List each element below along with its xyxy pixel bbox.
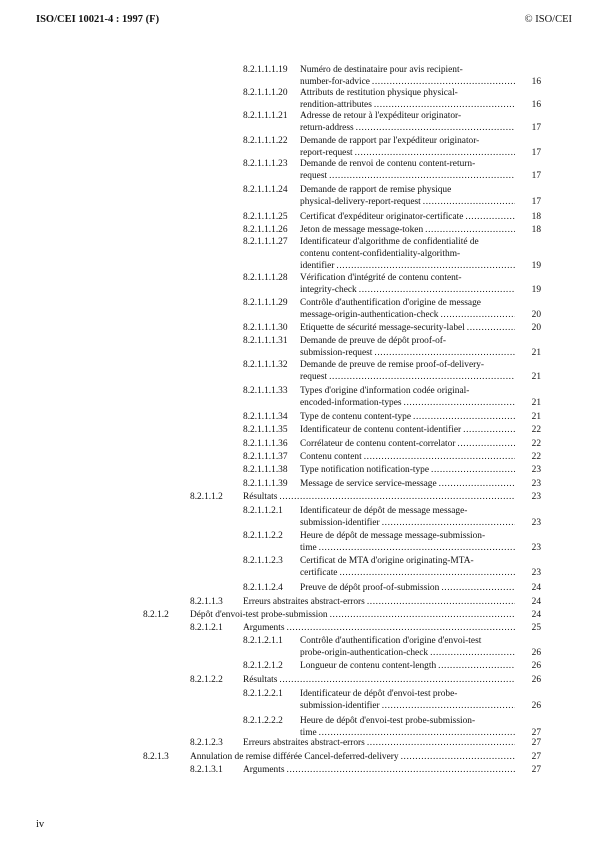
toc-entry-title: Type notification notification-type — [300, 465, 429, 475]
toc-entry[interactable] — [243, 236, 541, 272]
toc-entry-title: Adresse de retour à l'expéditeur originator- — [300, 111, 462, 121]
dot-leader — [382, 700, 515, 712]
toc-entry-page: 16 — [531, 77, 541, 87]
toc-entry-number: 8.2.1.1.2.4 — [243, 583, 283, 593]
toc-entry-page: 16 — [531, 100, 541, 110]
toc-entry-number: 8.2.1.1.1.29 — [243, 298, 288, 308]
dot-leader — [279, 491, 515, 503]
toc-entry-number: 8.2.1.1.2.2 — [243, 531, 283, 541]
toc-entry-title: request — [300, 372, 328, 382]
toc-entry-title: Identificateur de dépôt d'envoi-test probe- — [300, 689, 458, 699]
toc-entry-page: 25 — [531, 623, 541, 633]
toc-entry-number: 8.2.1.1.1.19 — [243, 65, 288, 75]
dot-leader — [431, 464, 515, 476]
toc-entry-number: 8.2.1.1.3 — [190, 597, 223, 607]
dot-leader — [467, 322, 515, 334]
toc-entry-page: 23 — [531, 568, 541, 578]
toc-entry[interactable] — [243, 451, 541, 463]
toc-entry-number: 8.2.1.1.2.1 — [243, 506, 283, 516]
toc-entry-page: 20 — [531, 310, 541, 320]
toc-entry-title: Message de service service-message — [300, 479, 437, 489]
toc-entry-number: 8.2.1.1.1.35 — [243, 425, 288, 435]
toc-entry-page: 24 — [531, 583, 541, 593]
toc-entry-title: Erreurs abstraites abstract-errors — [243, 738, 365, 748]
toc-entry-number: 8.2.1.1.1.28 — [243, 273, 288, 283]
toc-entry[interactable] — [243, 87, 541, 111]
dot-leader — [465, 211, 515, 223]
toc-entry[interactable] — [243, 464, 541, 476]
toc-entry-title: Vérification d'intégrité de contenu content- — [300, 273, 462, 283]
toc-entry-title: Etiquette de sécurité message-security-label — [300, 323, 465, 333]
dot-leader — [329, 371, 515, 383]
dot-leader — [374, 347, 515, 359]
toc-entry[interactable] — [243, 582, 541, 594]
toc-entry-number: 8.2.1.1.1.25 — [243, 212, 288, 222]
toc-entry[interactable] — [243, 424, 541, 436]
toc-entry-number: 8.2.1.2.2.2 — [243, 716, 283, 726]
toc-entry-title: Longueur de contenu content-length — [300, 661, 437, 671]
toc-entry-page: 18 — [531, 212, 541, 222]
dot-leader — [430, 647, 515, 659]
dot-leader — [404, 397, 515, 409]
toc-entry-title: Arguments — [243, 623, 285, 633]
toc-entry[interactable] — [243, 184, 541, 208]
toc-entry-number: 8.2.1.2.3 — [190, 738, 223, 748]
toc-entry-number: 8.2.1.2.1.1 — [243, 636, 283, 646]
toc-entry-title: Certificat d'expéditeur originator-certificate — [300, 212, 464, 222]
toc-entry-title: Résultats — [243, 675, 278, 685]
toc-entry-title: Arguments — [243, 765, 285, 775]
toc-entry-title: Preuve de dépôt proof-of-submission — [300, 583, 440, 593]
toc-entry-title: contenu content-confidentiality-algorithm- — [300, 249, 461, 259]
toc-entry[interactable] — [243, 110, 541, 134]
toc-entry-title: report-request — [300, 148, 353, 158]
toc-entry-title: Identificateur de dépôt de message message- — [300, 506, 468, 516]
dot-leader — [367, 737, 515, 749]
toc-entry-page: 23 — [531, 492, 541, 502]
toc-entry-page: 17 — [531, 123, 541, 133]
toc-entry-title: Contenu content — [300, 452, 362, 462]
toc-entry-page: 18 — [531, 225, 541, 235]
dot-leader — [401, 751, 515, 763]
dot-leader — [441, 582, 515, 594]
toc-entry-page: 27 — [531, 765, 541, 775]
toc-entry-page: 21 — [531, 398, 541, 408]
toc-entry-page: 24 — [531, 597, 541, 607]
toc-entry-title: return-address — [300, 123, 354, 133]
toc-entry-title: message-origin-authentication-check — [300, 310, 439, 320]
toc-entry-page: 26 — [531, 661, 541, 671]
toc-entry-title: Heure de dépôt d'envoi-test probe-submission- — [300, 716, 476, 726]
toc-entry[interactable] — [243, 224, 541, 236]
toc-entry-number: 8.2.1.1.1.21 — [243, 111, 288, 121]
toc-entry-number: 8.2.1.2 — [143, 610, 169, 620]
toc-entry-title: certificate — [300, 568, 338, 578]
toc-entry-title: integrity-check — [300, 285, 357, 295]
document-header-copyright: © ISO/CEI — [524, 14, 572, 25]
toc-entry[interactable] — [243, 359, 541, 383]
toc-entry-title: Dépôt d'envoi-test probe-submission — [190, 610, 328, 620]
toc-entry-page: 26 — [531, 675, 541, 685]
toc-entry[interactable] — [143, 751, 541, 763]
toc-entry-title: submission-request — [300, 348, 373, 358]
dot-leader — [423, 196, 515, 208]
toc-entry-page: 27 — [531, 752, 541, 762]
toc-entry-number: 8.2.1.1.1.33 — [243, 386, 288, 396]
toc-entry-number: 8.2.1.2.1 — [190, 623, 223, 633]
toc-entry-number: 8.2.1.1.1.39 — [243, 479, 288, 489]
toc-entry[interactable] — [243, 411, 541, 423]
toc-entry[interactable] — [243, 635, 541, 659]
toc-entry-title: Demande de renvoi de contenu content-return- — [300, 159, 476, 169]
toc-entry-number: 8.2.1.1.1.37 — [243, 452, 288, 462]
toc-entry-page: 17 — [531, 197, 541, 207]
toc-entry-title: submission-identifier — [300, 701, 380, 711]
toc-entry-page: 23 — [531, 465, 541, 475]
toc-entry-page: 27 — [531, 728, 541, 738]
toc-entry-number: 8.2.1.1.1.36 — [243, 439, 288, 449]
toc-entry[interactable] — [243, 385, 541, 409]
toc-entry-title: Résultats — [243, 492, 278, 502]
toc-entry-page: 23 — [531, 518, 541, 528]
toc-entry-number: 8.2.1.1.1.32 — [243, 360, 288, 370]
toc-entry-title: submission-identifier — [300, 518, 380, 528]
toc-entry-page: 23 — [531, 543, 541, 553]
toc-entry[interactable] — [243, 158, 541, 182]
toc-entry-number: 8.2.1.1.1.20 — [243, 88, 288, 98]
toc-entry-title: Demande de preuve de remise proof-of-delivery- — [300, 360, 485, 370]
toc-entry-title: Types d'origine d'information codée original- — [300, 386, 470, 396]
toc-entry-number: 8.2.1.1.2 — [190, 492, 223, 502]
toc-entry-number: 8.2.1.1.1.30 — [243, 323, 288, 333]
toc-entry[interactable] — [243, 505, 541, 529]
toc-entry-page: 26 — [531, 648, 541, 658]
toc-entry-page: 24 — [531, 610, 541, 620]
toc-entry-number: 8.2.1.2.1.2 — [243, 661, 283, 671]
toc-entry-title: Attributs de restitution physique physical- — [300, 88, 458, 98]
toc-entry[interactable] — [190, 674, 541, 686]
toc-entry-title: request — [300, 171, 328, 181]
toc-entry-number: 8.2.1.1.1.26 — [243, 225, 288, 235]
toc-entry-page: 17 — [531, 171, 541, 181]
toc-entry-title: Erreurs abstraites abstract-errors — [243, 597, 365, 607]
toc-entry-page: 26 — [531, 701, 541, 711]
toc-entry-page: 21 — [531, 412, 541, 422]
toc-entry-title: Demande de preuve de dépôt proof-of- — [300, 336, 447, 346]
dot-leader — [287, 622, 516, 634]
toc-entry-title: Demande de rapport de remise physique — [300, 185, 452, 195]
toc-entry-title: Type de contenu content-type — [300, 412, 412, 422]
toc-entry-title: Contrôle d'authentification d'origine d'envoi-test — [300, 636, 482, 646]
toc-entry[interactable] — [243, 135, 541, 159]
dot-leader — [382, 517, 515, 529]
toc-entry-title: time — [300, 728, 317, 738]
toc-entry[interactable] — [190, 491, 541, 503]
toc-entry-title: encoded-information-types — [300, 398, 402, 408]
toc-entry-title: Heure de dépôt de message message-submission- — [300, 531, 486, 541]
toc-entry[interactable] — [243, 64, 541, 88]
toc-entry[interactable] — [243, 438, 541, 450]
dot-leader — [367, 596, 515, 608]
dot-leader — [287, 764, 516, 776]
toc-entry[interactable] — [243, 530, 541, 554]
toc-entry[interactable] — [190, 596, 541, 608]
dot-leader — [413, 411, 515, 423]
toc-entry-number: 8.2.1.1.1.38 — [243, 465, 288, 475]
dot-leader — [356, 122, 515, 134]
toc-entry-title: Jeton de message message-token — [300, 225, 424, 235]
toc-entry-title: Corrélateur de contenu content-correlator — [300, 439, 456, 449]
toc-entry-title: Certificat de MTA d'origine originating-MTA- — [300, 556, 474, 566]
toc-entry-number: 8.2.1.1.1.34 — [243, 412, 288, 422]
toc-entry-title: physical-delivery-report-request — [300, 197, 421, 207]
page-number: iv — [36, 819, 45, 830]
toc-entry-title: Identificateur d'algorithme de confidentialité de — [300, 237, 479, 247]
toc-entry-page: 27 — [531, 738, 541, 748]
toc-entry-number: 8.2.1.1.1.24 — [243, 185, 288, 195]
dot-leader — [359, 284, 515, 296]
toc-entry[interactable] — [243, 688, 541, 712]
toc-entry[interactable] — [190, 737, 541, 749]
dot-leader — [330, 609, 515, 621]
toc-entry-title: time — [300, 543, 317, 553]
toc-entry-title: Numéro de destinataire pour avis recipient- — [300, 65, 463, 75]
toc-entry[interactable] — [243, 715, 541, 739]
toc-entry-title: Contrôle d'authentification d'origine de message — [300, 298, 481, 308]
toc-entry-page: 23 — [531, 479, 541, 489]
dot-leader — [457, 438, 515, 450]
toc-entry-number: 8.2.1.3.1 — [190, 765, 223, 775]
toc-entry-title: number-for-advice — [300, 77, 370, 87]
toc-entry-page: 17 — [531, 148, 541, 158]
toc-entry-title: rendition-attributes — [300, 100, 372, 110]
toc-entry[interactable] — [243, 272, 541, 296]
toc-entry[interactable] — [243, 478, 541, 490]
dot-leader — [439, 478, 515, 490]
toc-entry-number: 8.2.1.1.1.31 — [243, 336, 288, 346]
toc-entry-page: 21 — [531, 348, 541, 358]
toc-entry-page: 22 — [531, 452, 541, 462]
dot-leader — [425, 224, 515, 236]
toc-entry-number: 8.2.1.2.2 — [190, 675, 223, 685]
toc-entry[interactable] — [243, 297, 541, 321]
toc-entry-page: 20 — [531, 323, 541, 333]
dot-leader — [319, 542, 515, 554]
toc-entry-number: 8.2.1.3 — [143, 752, 169, 762]
toc-entry-number: 8.2.1.1.2.3 — [243, 556, 283, 566]
toc-entry-page: 19 — [531, 261, 541, 271]
toc-entry[interactable] — [243, 660, 541, 672]
toc-entry[interactable] — [243, 555, 541, 579]
toc-entry[interactable] — [190, 764, 541, 776]
toc-entry-title: identifier — [300, 261, 335, 271]
toc-entry-title: probe-origin-authentication-check — [300, 648, 429, 658]
toc-entry[interactable] — [143, 609, 541, 621]
toc-entry-title: Identificateur de contenu content-identifier — [300, 425, 462, 435]
toc-entry-page: 22 — [531, 439, 541, 449]
dot-leader — [463, 424, 515, 436]
dot-leader — [339, 567, 515, 579]
document-header-title: ISO/CEI 10021-4 : 1997 (F) — [36, 14, 160, 25]
dot-leader — [279, 674, 515, 686]
dot-leader — [329, 170, 515, 182]
toc-entry-page: 22 — [531, 425, 541, 435]
toc-entry-title: Demande de rapport par l'expéditeur originator- — [300, 136, 480, 146]
toc-entry-title: Annulation de remise différée Cancel-deferred-delivery — [190, 752, 399, 762]
toc-entry-number: 8.2.1.1.1.22 — [243, 136, 288, 146]
toc-entry-number: 8.2.1.1.1.23 — [243, 159, 288, 169]
dot-leader — [440, 309, 515, 321]
dot-leader — [336, 260, 515, 272]
toc-entry-number: 8.2.1.1.1.27 — [243, 237, 288, 247]
dot-leader — [438, 660, 515, 672]
toc-entry[interactable] — [190, 622, 541, 634]
toc-entry[interactable] — [243, 322, 541, 334]
dot-leader — [364, 451, 515, 463]
toc-entry-page: 19 — [531, 285, 541, 295]
toc-entry[interactable] — [243, 335, 541, 359]
toc-entry[interactable] — [243, 211, 541, 223]
toc-entry-page: 21 — [531, 372, 541, 382]
toc-entry-number: 8.2.1.2.2.1 — [243, 689, 283, 699]
